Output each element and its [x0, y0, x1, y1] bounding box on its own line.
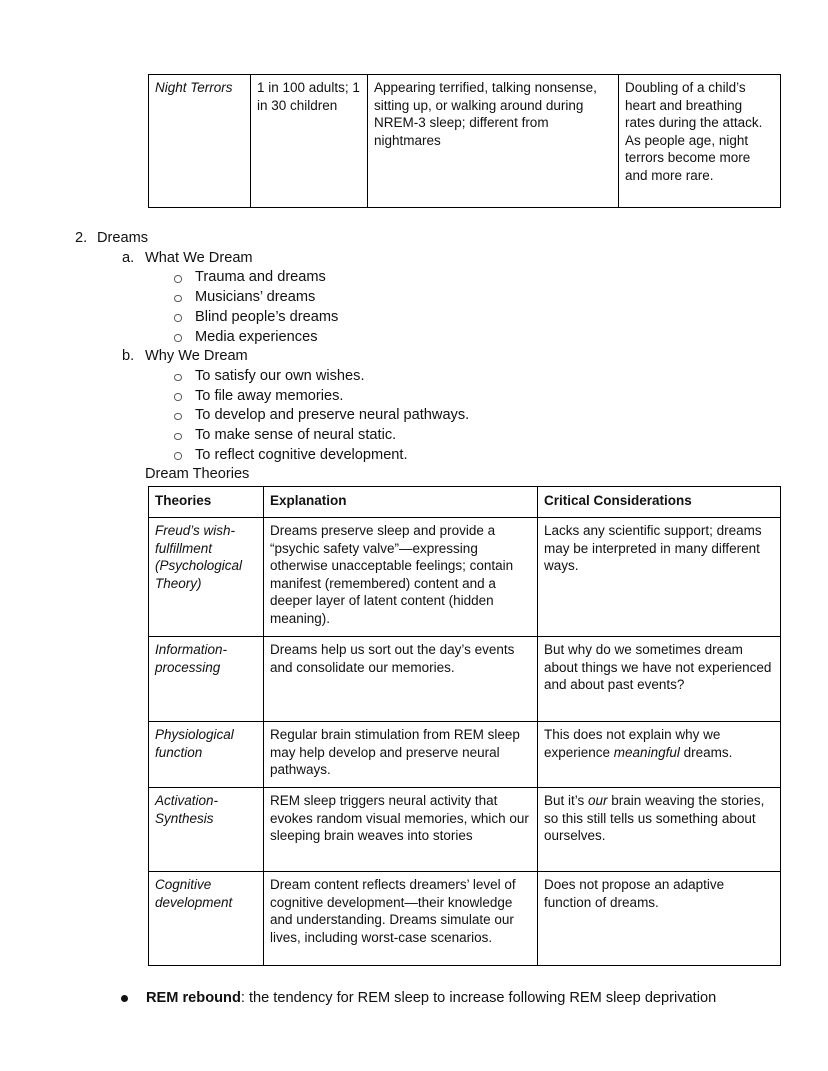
- hollow-bullet-icon: [174, 413, 182, 421]
- hollow-bullet-icon: [174, 433, 182, 441]
- header-explanation: Explanation: [264, 487, 538, 518]
- critical-cell: [538, 637, 781, 722]
- hollow-bullet-icon: [174, 314, 182, 322]
- theory-row-freud: [149, 518, 781, 637]
- critical-text: This does not explain why we experience: [544, 727, 721, 760]
- list-item: [75, 367, 695, 387]
- hollow-bullet-icon: [174, 334, 182, 342]
- list-item: [75, 406, 695, 426]
- list-item-label: Trauma and dreams: [195, 269, 326, 286]
- critical-text: dreams.: [679, 744, 733, 760]
- theory-cell: Cognitive development: [149, 872, 264, 966]
- hollow-bullet-icon: [174, 393, 182, 401]
- dreams-outline: [75, 229, 695, 485]
- list-item: [75, 268, 695, 288]
- rem-rebound-text: [146, 989, 716, 1009]
- list-item-label: To file away memories.: [195, 387, 344, 404]
- header-critical-considerations: Critical Considerations: [538, 487, 781, 518]
- bullet-marker: [172, 268, 195, 288]
- list-item: [75, 288, 695, 308]
- list-item: [75, 426, 695, 446]
- hollow-bullet-icon: [174, 295, 182, 303]
- header-row: [149, 487, 781, 518]
- critical-text: Does not propose an adaptive function of dreams.: [544, 877, 725, 910]
- bullet-marker: [172, 288, 195, 308]
- theory-cell: Information-processing: [149, 637, 264, 722]
- night-terrors-description-cell: Appearing terrified, talking nonsense, sitting up, or walking around during NREM-3 sleep; different from nightmares: [368, 75, 619, 208]
- critical-text: But it’s: [544, 793, 589, 808]
- outline-section-title: Why We Dream: [145, 348, 248, 365]
- hollow-bullet-icon: [174, 374, 182, 382]
- bullet-marker: [172, 308, 195, 328]
- critical-text: But why do we sometimes dream about things we have not experienced and about past events?: [544, 642, 772, 693]
- bullet-marker: [172, 406, 195, 426]
- outline-item-what-we-dream: [75, 249, 695, 269]
- list-item-label: To make sense of neural static.: [195, 427, 397, 444]
- bullet-marker: [172, 446, 195, 466]
- explanation-cell: Regular brain stimulation from REM sleep may help develop and preserve neural pathways.: [264, 722, 538, 788]
- outline-section-title: What We Dream: [145, 249, 253, 266]
- list-item-label: Blind people’s dreams: [195, 308, 339, 325]
- explanation-cell: Dreams help us sort out the day’s events and consolidate our memories.: [264, 637, 538, 722]
- list-item-label: Musicians’ dreams: [195, 289, 316, 306]
- critical-emphasis: our: [588, 793, 608, 808]
- theory-cell: Physiological function: [149, 722, 264, 788]
- critical-cell: [538, 788, 781, 872]
- night-terrors-effects-cell: Doubling of a child’s heart and breathing rates during the attack. As people age, night terrors become more and more rare.: [619, 75, 781, 208]
- list-item-label: To satisfy our own wishes.: [195, 367, 365, 384]
- explanation-cell: Dreams preserve sleep and provide a “psychic safety valve”—expressing otherwise unacceptable feelings; contain manifest (remembered) content and a deeper layer of latent content (hidden meaning).: [264, 518, 538, 637]
- list-item: [75, 446, 695, 466]
- explanation-cell: REM sleep triggers neural activity that evokes random visual memories, which our sleeping brain weaves into stories: [264, 788, 538, 872]
- night-terrors-row: [149, 75, 781, 208]
- bullet-marker: [172, 328, 195, 348]
- bullet-marker: [172, 426, 195, 446]
- explanation-cell: Dream content reflects dreamers’ level of cognitive development—their knowledge and understanding. Dreams simulate our lives, including worst-case scenarios.: [264, 872, 538, 966]
- list-item-label: To develop and preserve neural pathways.: [195, 407, 470, 424]
- night-terrors-term-cell: Night Terrors: [149, 75, 251, 208]
- critical-cell: [538, 518, 781, 637]
- dream-theories-caption: Dream Theories: [145, 466, 250, 483]
- outline-item-why-we-dream: [75, 347, 695, 367]
- theory-row-physiological-function: [149, 722, 781, 788]
- bullet-marker: [172, 367, 195, 387]
- list-item: [75, 387, 695, 407]
- outline-letter: b.: [122, 348, 135, 365]
- critical-emphasis: meaningful: [613, 744, 680, 760]
- night-terrors-table: [148, 74, 781, 208]
- outline-number: 2.: [75, 230, 88, 246]
- critical-text: Lacks any scientific support; dreams may be interpreted in many different ways.: [544, 523, 762, 574]
- night-terrors-prevalence-cell: 1 in 100 adults; 1 in 30 children: [251, 75, 368, 208]
- outline-item-dreams: [75, 229, 695, 249]
- critical-cell: [538, 722, 781, 788]
- rem-rebound-term: REM rebound: [146, 990, 241, 1006]
- filled-bullet-icon: [121, 995, 128, 1002]
- rem-rebound-definition: : the tendency for REM sleep to increase following REM sleep deprivation: [240, 990, 717, 1006]
- list-item: [75, 328, 695, 348]
- list-item: [75, 308, 695, 328]
- hollow-bullet-icon: [174, 452, 182, 460]
- list-item-label: Media experiences: [195, 328, 318, 345]
- dream-theories-table: [148, 486, 781, 966]
- theory-cell: Freud’s wish-fulfillment (Psychological Theory): [149, 518, 264, 637]
- header-theories: Theories: [149, 487, 264, 518]
- outline-title: Dreams: [97, 230, 149, 246]
- rem-rebound-bullet-item: [120, 989, 780, 1009]
- list-item-label: To reflect cognitive development.: [195, 446, 408, 463]
- critical-cell: [538, 872, 781, 966]
- critical-text: brain weaving the stories, so this still tells us something about ourselves.: [544, 793, 765, 844]
- theory-cell: Activation-Synthesis: [149, 788, 264, 872]
- theory-row-activation-synthesis: [149, 788, 781, 872]
- outline-letter: a.: [122, 249, 135, 266]
- theory-row-information-processing: [149, 637, 781, 722]
- theory-row-cognitive-development: [149, 872, 781, 966]
- hollow-bullet-icon: [174, 275, 182, 283]
- bullet-marker: [172, 387, 195, 407]
